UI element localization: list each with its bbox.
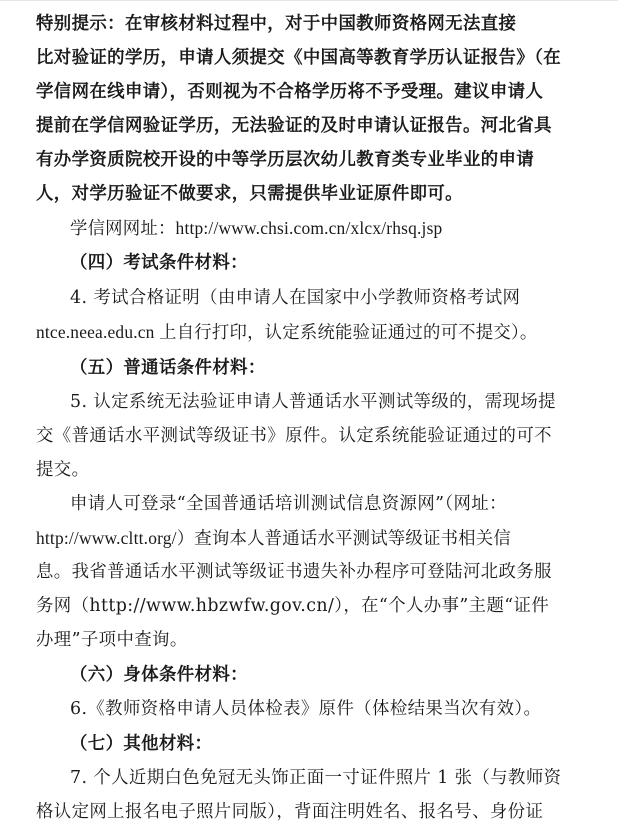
text-line: http://www.cltt.org/）查询本人普通话水平测试等级证书相关信 xyxy=(36,528,511,548)
section-heading-5: （五）普通话条件材料： xyxy=(70,358,266,378)
section-heading-4: （四）考试条件材料： xyxy=(70,253,248,273)
text-line: 格认定网上报名电子照片同版），背面注明姓名、报名号、身份证 xyxy=(36,802,544,822)
text-line: 息。我省普通话水平测试等级证书遗失补办程序可登陆河北政务服 xyxy=(36,562,552,582)
text-line: 交《普通话水平测试等级证书》原件。认定系统能验证通过的可不 xyxy=(36,426,552,446)
text-line: 提交。 xyxy=(36,460,90,480)
text-line: 有办学资质院校开设的中等学历层次幼儿教育类专业毕业的申请 xyxy=(36,150,535,170)
text-line: 学信网在线申请），否则视为不合格学历将不予受理。建议申请人 xyxy=(36,82,544,102)
text-line: 6.《教师资格申请人员体检表》原件（体检结果当次有效）。 xyxy=(70,699,542,719)
text-line: 人，对学历验证不做要求，只需提供毕业证原件即可。 xyxy=(36,184,463,204)
section-heading-7: （七）其他材料： xyxy=(70,734,213,754)
text-line: ntce.neea.edu.cn 上自行打印，认定系统能验证通过的可不提交）。 xyxy=(36,322,538,342)
text-line: 7. 个人近期白色免冠无头饰正面一寸证件照片 1 张（与教师资 xyxy=(70,768,562,788)
text-line: 比对验证的学历，申请人须提交《中国高等教育学历认证报告》（在 xyxy=(36,48,562,68)
text-line: 提前在学信网验证学历，无法验证的及时申请认证报告。河北省具 xyxy=(36,116,552,136)
text-line: 5. 认定系统无法验证申请人普通话水平测试等级的，需现场提 xyxy=(70,392,556,412)
section-heading-6: （六）身体条件材料： xyxy=(70,665,248,685)
url-line: 学信网网址：http://www.chsi.com.cn/xlcx/rhsq.jsp xyxy=(70,218,443,238)
top-edge xyxy=(0,0,618,1)
text-line: 4. 考试合格证明（由申请人在国家中小学教师资格考试网 xyxy=(70,288,521,308)
text-line: 务网（http://www.hbzwfw.gov.cn/），在“个人办事”主题“证件 xyxy=(36,596,550,616)
text-line: 申请人可登录“全国普通话培训测试信息资源网”（网址： xyxy=(70,494,507,514)
text-line: 办理”子项中查询。 xyxy=(36,630,188,650)
text-line: 特别提示：在审核材料过程中，对于中国教师资格网无法直接 xyxy=(36,14,517,34)
